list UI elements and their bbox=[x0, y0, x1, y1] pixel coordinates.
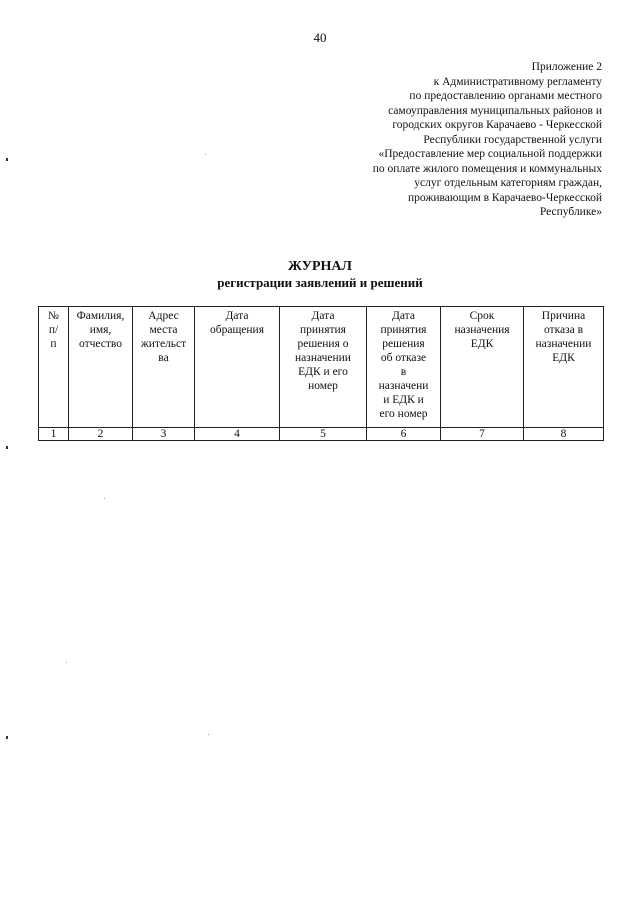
header-cell-fullname bbox=[69, 307, 133, 428]
header-label: Срок назначения ЕДК bbox=[454, 310, 510, 350]
header-cell-request-date bbox=[195, 307, 280, 428]
table-number-row bbox=[39, 428, 604, 441]
appendix-line: городских округов Карачаево - Черкесской bbox=[392, 119, 602, 131]
header-cell-term bbox=[441, 307, 524, 428]
appendix-line: самоуправления муниципальных районов и bbox=[388, 104, 602, 117]
column-number-cell: 7 bbox=[441, 428, 524, 441]
header-label: Адрес места жительст ва bbox=[140, 310, 187, 364]
appendix-line: по оплате жилого помещения и коммунальных bbox=[372, 162, 602, 175]
table-header-row bbox=[39, 307, 604, 428]
appendix-line: Республики государственной услуги bbox=[423, 133, 602, 146]
column-number-cell: 8 bbox=[524, 428, 604, 441]
appendix-line: Приложение 2 bbox=[531, 61, 602, 73]
header-cell-grant-decision bbox=[280, 307, 367, 428]
registration-journal-table bbox=[38, 306, 604, 441]
appendix-line: проживающим в Карачаево-Черкесской bbox=[408, 191, 602, 204]
column-number-cell: 3 bbox=[133, 428, 195, 441]
scan-dot bbox=[208, 734, 209, 735]
scan-speck bbox=[6, 446, 8, 449]
header-label: Дата принятия решения об отказе в назначени и ЕДК и его номер bbox=[378, 310, 429, 420]
header-cell-number bbox=[39, 307, 69, 428]
column-number-cell: 2 bbox=[69, 428, 133, 441]
appendix-line: услуг отдельным категориям граждан, bbox=[414, 177, 602, 189]
journal-title-main: ЖУРНАЛ bbox=[288, 259, 352, 274]
appendix-line: к Административному регламенту bbox=[433, 75, 602, 88]
scan-dot bbox=[104, 498, 105, 499]
header-cell-refusal-decision bbox=[367, 307, 441, 428]
header-label: Дата принятия решения о назначении ЕДК и его номер bbox=[295, 310, 351, 392]
scan-speck bbox=[6, 158, 8, 161]
header-label: Причина отказа в назначении ЕДК bbox=[535, 310, 592, 364]
column-number-cell: 1 bbox=[39, 428, 69, 441]
appendix-line: «Предоставление мер социальной поддержки bbox=[378, 148, 602, 160]
page-number: 40 bbox=[313, 30, 327, 45]
column-number-cell: 6 bbox=[367, 428, 441, 441]
header-cell-address bbox=[133, 307, 195, 428]
scan-speck bbox=[6, 736, 8, 739]
scan-dot bbox=[66, 662, 67, 663]
column-number-cell: 5 bbox=[280, 428, 367, 441]
header-label: Фамилия, имя, отчество bbox=[76, 310, 125, 350]
journal-title bbox=[0, 258, 640, 291]
scan-dot bbox=[205, 154, 206, 155]
appendix-line: по предоставлению органами местного bbox=[409, 90, 602, 102]
appendix-block bbox=[302, 60, 602, 220]
journal-title-sub: регистрации заявлений и решений bbox=[217, 275, 423, 290]
appendix-line: Республике» bbox=[539, 206, 602, 218]
column-number-cell: 4 bbox=[195, 428, 280, 441]
header-label: Дата обращения bbox=[209, 310, 264, 336]
header-cell-refusal-reason bbox=[524, 307, 604, 428]
header-label: № п/ п bbox=[48, 310, 59, 350]
